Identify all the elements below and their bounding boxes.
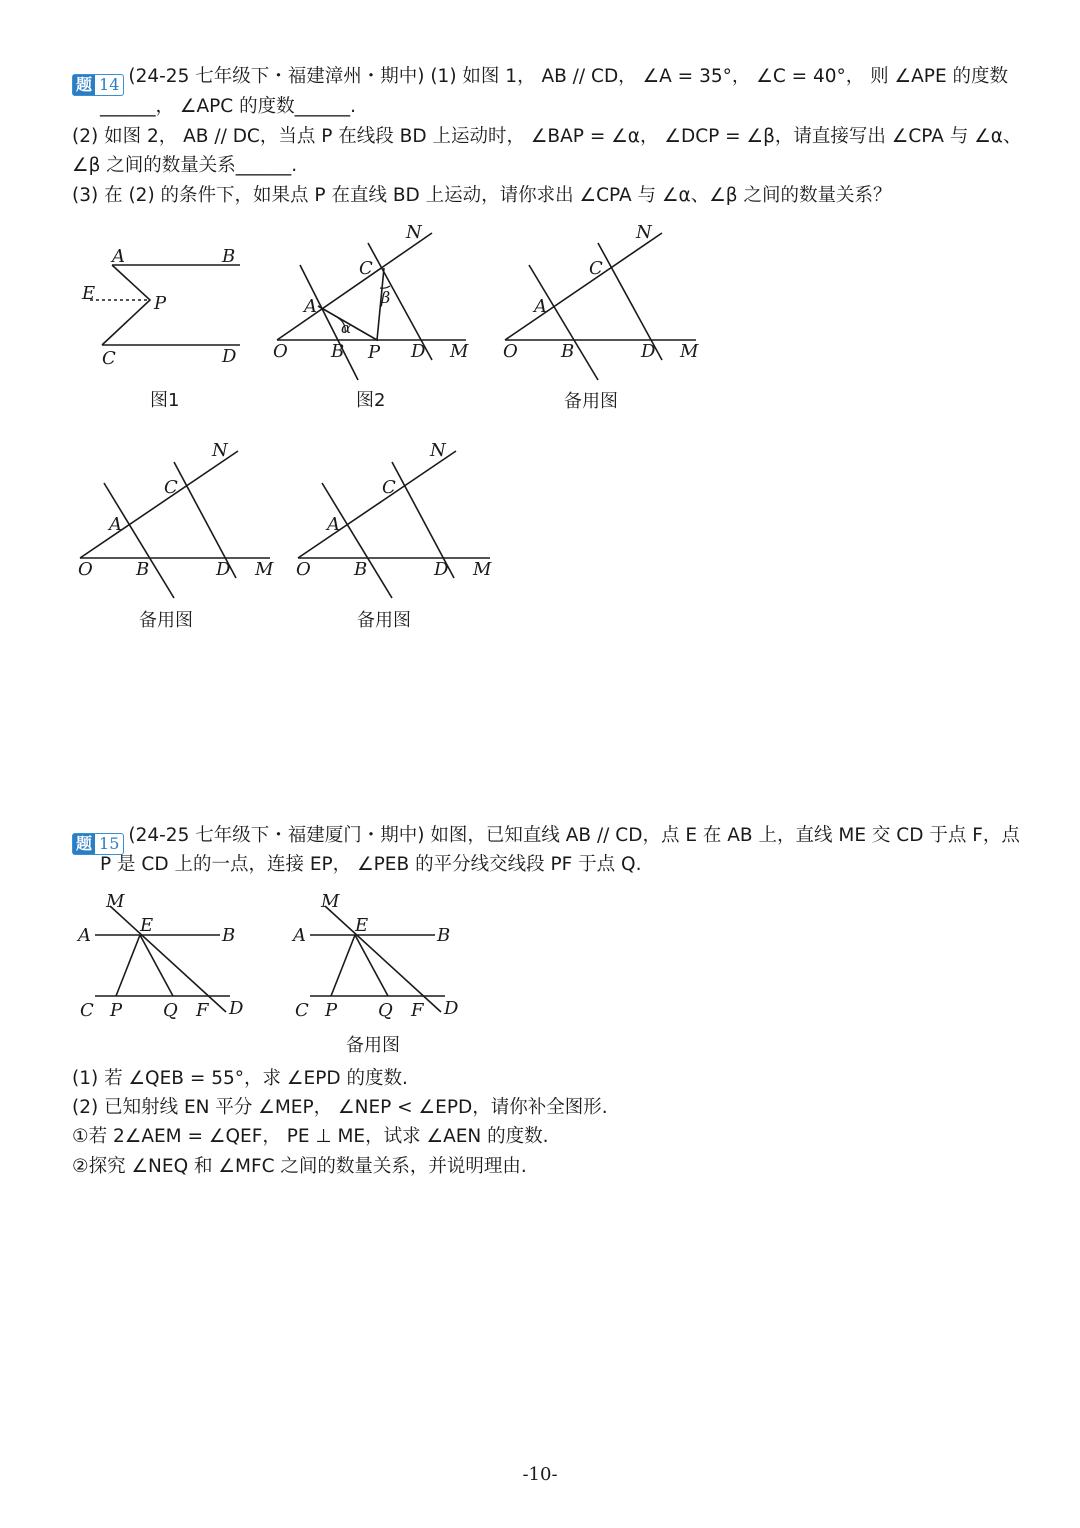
q15-spare-label-P: P [325, 1000, 338, 1021]
spare3-label-N: N [430, 440, 446, 461]
q15-label-A: A [78, 925, 91, 946]
spare1-label-C: C [589, 258, 603, 279]
q15-label-B: B [222, 925, 236, 946]
fig2-label-alpha: α [341, 319, 352, 337]
fig2-label-B: B [331, 341, 345, 362]
spare1-label-B: B [561, 341, 575, 362]
fig1-label-E: E [82, 283, 96, 304]
spare2-label-A: A [109, 514, 122, 535]
q15-spare-label-M: M [321, 891, 340, 912]
fig2-label-beta: β [381, 288, 391, 307]
spare3-label-C: C [382, 477, 396, 498]
fig1-label-P: P [154, 293, 167, 314]
q15-spare-label-B: B [437, 925, 451, 946]
fig2-label-O: O [273, 341, 288, 362]
spare2-label-N: N [212, 440, 228, 461]
spare3-label-O: O [296, 559, 311, 580]
q14-line-5: (3) 在 (2) 的条件下，如果点 P 在直线 BD 上运动，请你求出 ∠CPA 与 ∠α、∠β 之间的数量关系？ [72, 185, 892, 206]
figure-1 [81, 246, 240, 411]
q15-spare-label-D: D [444, 998, 459, 1019]
fig1-label-C: C [102, 348, 116, 369]
spare1-label-M: M [680, 341, 699, 362]
spare2-label-M: M [255, 559, 274, 580]
spare3-caption: 备用图 [357, 610, 411, 631]
spare2-caption: 备用图 [139, 610, 193, 631]
fig2-label-C: C [359, 258, 373, 279]
q15-label-D: D [229, 998, 244, 1019]
q15-spare-label-E: E [355, 915, 369, 936]
q15-spare-label-F: F [411, 1000, 424, 1021]
spare2-label-D: D [216, 559, 231, 580]
fig1-caption: 图1 [150, 390, 180, 411]
spare1-label-O: O [503, 341, 518, 362]
fig1-label-B: B [222, 246, 236, 267]
q15-tag: 题 15 [72, 833, 124, 855]
q15-spare-label-Q: Q [378, 1000, 393, 1021]
q15-spare-figure [291, 891, 459, 1056]
q15-spare-caption: 备用图 [346, 1035, 400, 1056]
spare2-label-O: O [78, 559, 93, 580]
spare3-label-M: M [473, 559, 492, 580]
spare-figure-1 [503, 222, 699, 412]
q15-spare-label-A: A [293, 925, 306, 946]
q15-sub-4: ②探究 ∠NEQ 和 ∠MFC 之间的数量关系，并说明理由. [72, 1156, 527, 1177]
q14-line-1: 题 14 (24-25 七年级下・福建漳州・期中) (1) 如图 1， AB // CD， ∠A = 35°， ∠C = 40°， 则 ∠APE 的度数 [72, 64, 1008, 96]
q14-line-2: ______， ∠APC 的度数______. [100, 96, 356, 117]
q15-label-F: F [196, 1000, 209, 1021]
q15-sub-2: (2) 已知射线 EN 平分 ∠MEP， ∠NEP < ∠EPD，请你补全图形. [72, 1097, 608, 1118]
q15-label-E: E [140, 915, 154, 936]
q14-tag: 题 14 [72, 74, 124, 96]
q15-spare-label-C: C [295, 1000, 309, 1021]
fig2-label-M: M [450, 341, 469, 362]
spare1-label-D: D [641, 341, 656, 362]
q15-figure [76, 891, 244, 1021]
fig2-label-D: D [411, 341, 426, 362]
spare-figure-2 [78, 440, 274, 631]
q14-line-3: (2) 如图 2， AB // DC，当点 P 在线段 BD 上运动时， ∠BAP = ∠α， ∠DCP = ∠β，请直接写出 ∠CPA 与 ∠α、 [72, 126, 1022, 147]
q15-label-Q: Q [163, 1000, 178, 1021]
q14-line-4: ∠β 之间的数量关系______. [72, 155, 298, 176]
q15-sub-3: ①若 2∠AEM = ∠QEF， PE ⊥ ME，试求 ∠AEN 的度数. [72, 1126, 549, 1147]
fig2-label-A: A [304, 296, 317, 317]
q15-label-C: C [80, 1000, 94, 1021]
page-number: -10- [522, 1464, 558, 1485]
fig2-label-N: N [406, 222, 422, 243]
spare3-label-A: A [327, 514, 340, 535]
figure-2 [273, 222, 469, 411]
fig2-label-P: P [368, 342, 381, 363]
spare1-label-N: N [636, 222, 652, 243]
fig2-caption: 图2 [356, 390, 386, 411]
q15-sub-1: (1) 若 ∠QEB = 55°，求 ∠EPD 的度数. [72, 1068, 408, 1089]
spare2-label-B: B [136, 559, 150, 580]
q15-label-M: M [106, 891, 125, 912]
fig1-label-D: D [222, 346, 237, 367]
spare3-label-B: B [354, 559, 368, 580]
spare1-label-A: A [534, 296, 547, 317]
fig1-label-A: A [112, 246, 125, 267]
spare1-caption: 备用图 [564, 391, 618, 412]
spare3-label-D: D [434, 559, 449, 580]
spare2-label-C: C [164, 477, 178, 498]
spare-figure-3 [296, 440, 492, 631]
q15-label-P: P [110, 1000, 123, 1021]
q15-line-2: P 是 CD 上的一点，连接 EP， ∠PEB 的平分线交线段 PF 于点 Q. [100, 854, 642, 875]
q15-line-1: 题 15 (24-25 七年级下・福建厦门・期中) 如图，已知直线 AB // CD，点 E 在 AB 上，直线 ME 交 CD 于点 F，点 [72, 823, 1020, 855]
